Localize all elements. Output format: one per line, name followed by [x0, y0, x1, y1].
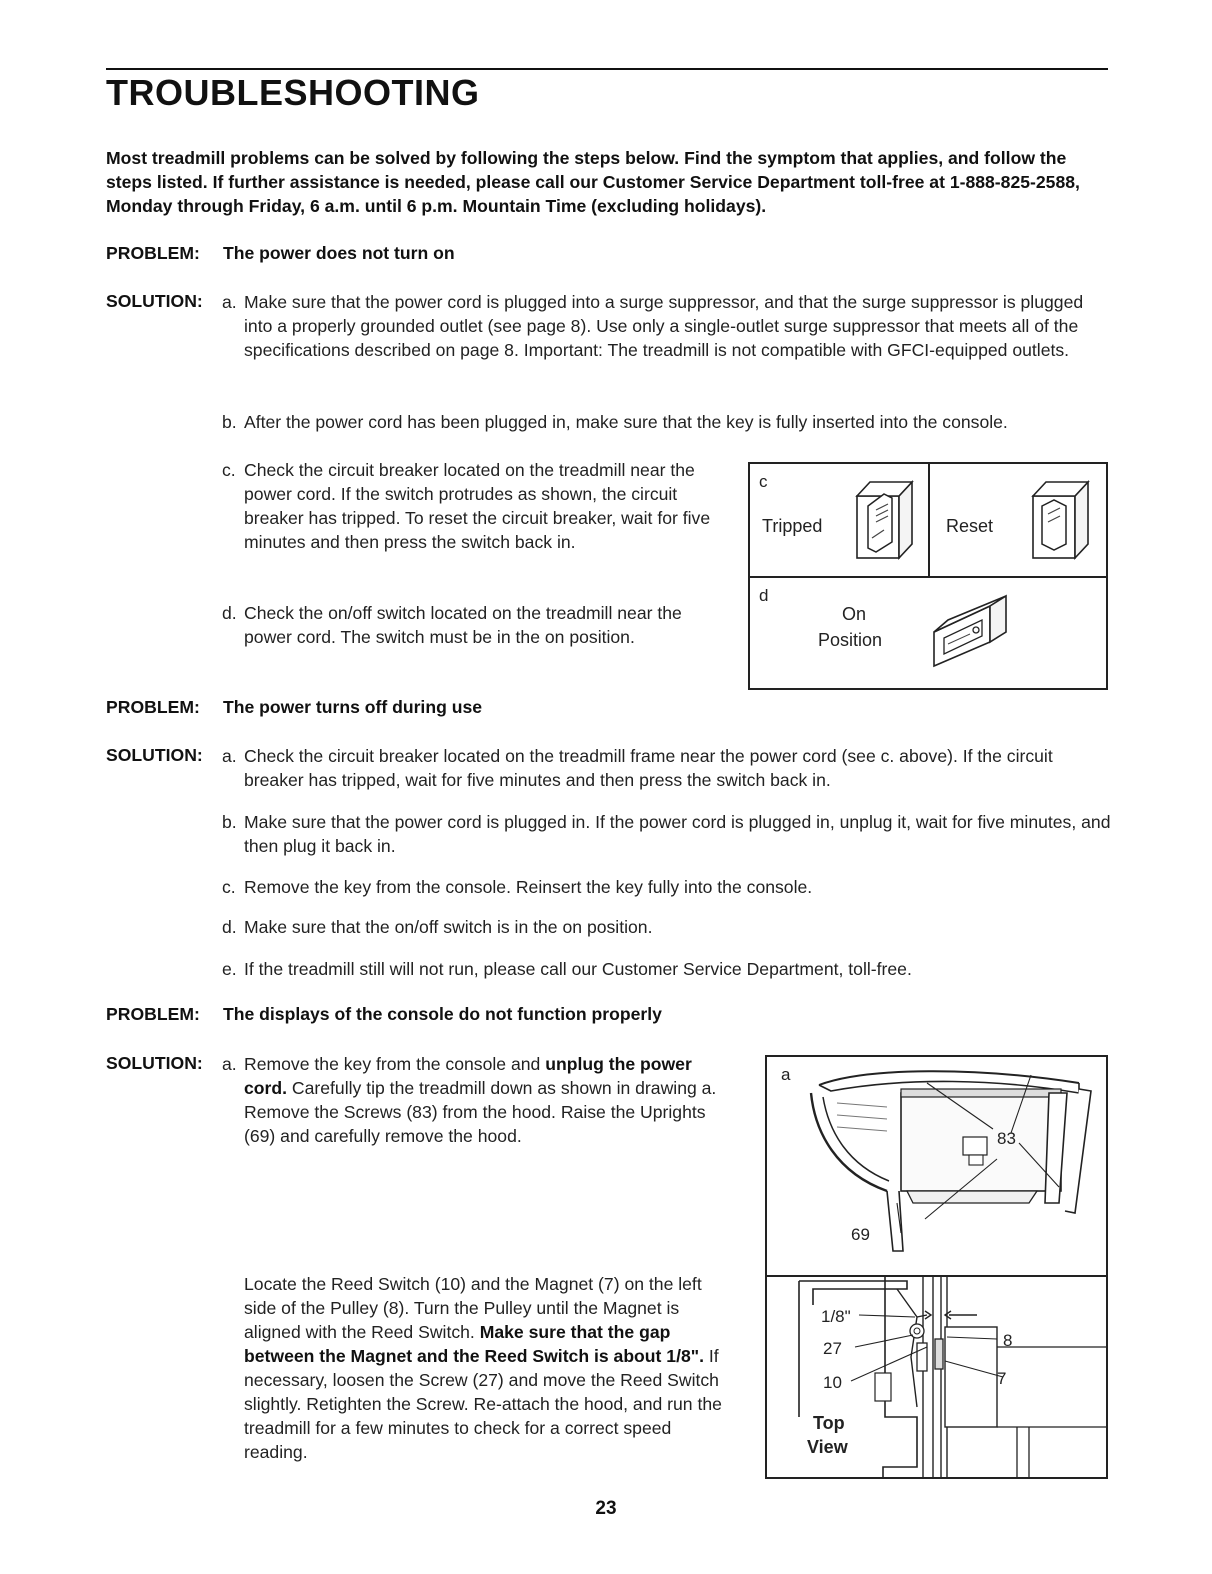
step-text: Make sure that the on/off switch is in the on position. [244, 917, 653, 937]
reed-switch-paragraph [222, 1272, 722, 1464]
problem-2-step-c [222, 875, 1112, 899]
reset-caption: Reset [946, 516, 994, 536]
figure-a-label: a [781, 1065, 791, 1084]
problem-1-step-a [222, 290, 1102, 362]
step-text-part: Locate the Reed Switch (10) and the Magnet (7) on the left side of the Pulley (8). Turn the Pulley until the Magnet is aligned with the Reed Switch. [244, 1274, 702, 1342]
figure-c-label: c [759, 472, 768, 491]
screw-27-callout: 27 [823, 1339, 842, 1358]
figure-c-divider [928, 464, 930, 576]
on-off-switch-icon [930, 592, 1014, 668]
step-letter: c. [222, 877, 236, 897]
reset-switch-icon [1030, 478, 1092, 564]
step-text: If the treadmill still will not run, please call our Customer Service Department, toll-free. [244, 959, 912, 979]
magnet-7-callout: 7 [997, 1369, 1007, 1388]
step-text: Remove the key from the console. Reinsert the key fully into the console. [244, 877, 813, 897]
problem-1-title: The power does not turn on [223, 243, 455, 263]
problem-3-heading [106, 1004, 662, 1025]
step-text-part: Carefully tip the treadmill down as shown in drawing a. Remove the Screws (83) from the hood. Raise the Uprights (69) and carefully remove the hood. [244, 1078, 717, 1146]
position-caption: Position [818, 630, 883, 650]
reed-switch-10-callout: 10 [823, 1373, 842, 1392]
treadmill-drawing [797, 1063, 1097, 1273]
figure-c-circuit-breaker [748, 462, 1108, 578]
step-text-part: Remove the key from the console and [244, 1054, 546, 1074]
problem-2-step-b [222, 810, 1112, 858]
figure-d-on-off-switch [748, 576, 1108, 690]
problem-2-step-d [222, 915, 1112, 939]
step-text: Check the circuit breaker located on the treadmill frame near the power cord (see c. above). If the circuit breaker has tripped, wait for five minutes and then press the switch back in. [244, 746, 1053, 790]
uprights-callout: 69 [851, 1225, 870, 1244]
pulley-8-callout: 8 [1003, 1331, 1013, 1350]
top-caption: Top [813, 1413, 845, 1433]
step-letter: a. [222, 292, 237, 312]
step-text: Make sure that the power cord is plugged in. If the power cord is plugged in, unplug it, wait for five minutes, and then plug it back in. [244, 812, 1111, 856]
solution-1-label: SOLUTION: [106, 291, 203, 311]
page-title: TROUBLESHOOTING [106, 72, 480, 113]
screws-callout: 83 [997, 1129, 1016, 1148]
step-text: After the power cord has been plugged in, make sure that the key is fully inserted into the console. [244, 412, 1008, 432]
solution-2-label: SOLUTION: [106, 745, 203, 765]
problem-label: PROBLEM: [106, 697, 200, 717]
figure-top-view-reed-switch [765, 1275, 1108, 1479]
figure-a-treadmill-tipped [765, 1055, 1108, 1277]
problem-2-step-e [222, 957, 1112, 981]
step-text-part: If necessary, loosen the Screw (27) and move the Reed Switch slightly. Retighten the Screw. Re-attach the hood, and run the treadmill for a few minutes to check for a correct speed reading. [244, 1346, 722, 1462]
step-letter: a. [222, 746, 237, 766]
page-number: 23 [595, 1498, 617, 1519]
problem-2-heading [106, 697, 482, 718]
problem-label: PROBLEM: [106, 243, 200, 263]
problem-1-heading [106, 243, 455, 264]
problem-3-step-a [222, 1052, 732, 1148]
problem-3-title: The displays of the console do not function properly [223, 1004, 662, 1024]
problem-2-step-a [222, 744, 1112, 792]
step-letter: b. [222, 812, 237, 832]
step-text: Make sure that the power cord is plugged into a surge suppressor, and that the surge suppressor is plugged into a properly grounded outlet (see page 8). Use only a single-outlet surge suppressor that meets all of the specifications described on page 8. Important: The treadmill is not compatible with GFCI-equipped outlets. [244, 292, 1084, 360]
step-letter: b. [222, 412, 237, 432]
step-text: Check the on/off switch located on the treadmill near the power cord. The switch must be in the on position. [244, 603, 682, 647]
step-letter: a. [222, 1054, 237, 1074]
problem-label: PROBLEM: [106, 1004, 200, 1024]
view-caption: View [807, 1437, 848, 1457]
step-letter: d. [222, 917, 237, 937]
gap-callout: 1/8" [821, 1307, 851, 1326]
problem-2-title: The power turns off during use [223, 697, 483, 717]
step-text-bold: Make sure that the gap between the Magnet and the Reed Switch is about 1/8". [244, 1322, 704, 1366]
step-text: Check the circuit breaker located on the treadmill near the power cord. If the switch protrudes as shown, the circuit breaker has tripped. To reset the circuit breaker, wait for five minutes and then press the switch back in. [244, 460, 711, 552]
step-text [244, 1272, 722, 1464]
solution-3-label: SOLUTION: [106, 1053, 203, 1073]
step-letter: c. [222, 460, 236, 480]
on-caption: On [842, 604, 867, 624]
top-rule [106, 68, 1108, 70]
step-letter: e. [222, 959, 237, 979]
intro-paragraph: Most treadmill problems can be solved by following the steps below. Find the symptom that applies, and follow the steps listed. If further assistance is needed, please call our Customer Service Department toll-free at 1-888-825-2588, Monday through Friday, 6 a.m. until 6 p.m. Mountain Time (excluding holidays). [106, 148, 1080, 216]
tripped-switch-icon [854, 478, 916, 564]
problem-1-step-d [222, 601, 722, 649]
figure-d-label: d [759, 586, 769, 605]
step-text [244, 1052, 732, 1148]
tripped-caption: Tripped [762, 516, 823, 536]
step-text-bold: unplug the power cord. [244, 1054, 692, 1098]
problem-1-step-b [222, 410, 1112, 434]
step-letter: d. [222, 603, 237, 623]
problem-1-step-c [222, 458, 722, 554]
